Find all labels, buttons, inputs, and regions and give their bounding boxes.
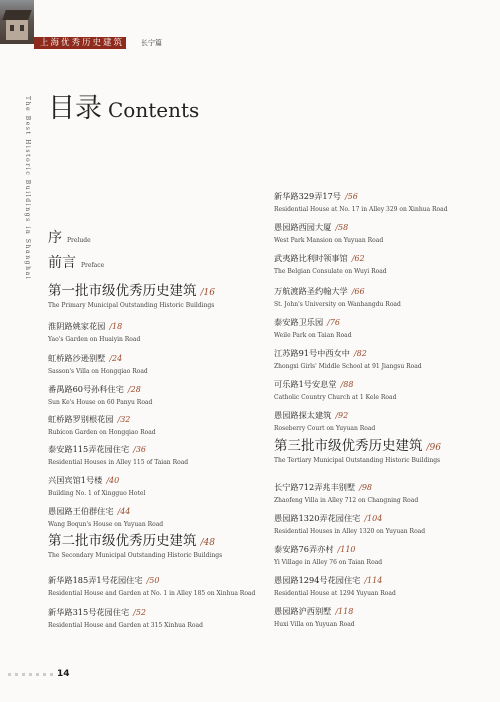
entry-title: 番禺路60号孙科住宅 xyxy=(48,384,124,394)
page-ref: /66 xyxy=(351,287,365,296)
toc-entry-prelude[interactable] xyxy=(48,227,91,247)
toc-entry[interactable] xyxy=(48,407,156,436)
toc-section-second-batch[interactable] xyxy=(48,529,222,559)
toc-entry[interactable] xyxy=(274,341,422,370)
entry-title: 江苏路91号中西女中 xyxy=(274,348,350,358)
toc-entry[interactable] xyxy=(48,377,152,406)
page-ref: /36 xyxy=(133,445,147,454)
section-subtitle: The Secondary Municipal Outstanding Historic Buildings xyxy=(48,552,223,559)
entry-subtitle: Sun Ke's House on 60 Panyu Road xyxy=(48,399,153,406)
entry-title: 武夷路比利时领事馆 xyxy=(274,253,348,263)
entry-subtitle: Catholic Country Church at 1 Kele Road xyxy=(274,394,397,401)
entry-subtitle: Residential Houses in Alley 1320 on Yuyuan Road xyxy=(274,528,426,535)
entry-title: 新华路185弄1号花园住宅 xyxy=(48,575,143,585)
entry-subtitle: Zhaofeng Villa in Alley 712 on Changning Road xyxy=(274,497,419,504)
toc-entry[interactable] xyxy=(48,568,255,597)
entry-subtitle: Wang Boqun's House on Yuyuan Road xyxy=(48,521,164,528)
toc-entry[interactable] xyxy=(274,310,352,339)
entry-title: 泰安路卫乐园 xyxy=(274,317,324,327)
vertical-series-title: The Best Historic Buildings in Shanghai xyxy=(24,96,31,281)
toc-entry[interactable] xyxy=(274,246,387,275)
section-subtitle: The Primary Municipal Outstanding Historic Buildings xyxy=(48,302,215,309)
entry-title: 泰安路76弄亦村 xyxy=(274,544,334,554)
toc-entry[interactable] xyxy=(274,403,375,432)
entry-title: 长宁路712弄兆丰别墅 xyxy=(274,482,356,492)
entry-subtitle: Preface xyxy=(81,262,105,269)
toc-section-third-batch[interactable] xyxy=(274,434,441,464)
page-ref: /40 xyxy=(106,476,120,485)
toc-entry[interactable] xyxy=(274,599,355,628)
section-title: 第二批市级优秀历史建筑 xyxy=(48,533,197,549)
entry-subtitle: The Belgian Consulate on Wuyi Road xyxy=(274,268,387,275)
page-ref: /62 xyxy=(351,254,365,263)
entry-subtitle: Yao's Garden on Huaiyin Road xyxy=(48,336,141,343)
page-title xyxy=(48,86,199,125)
entry-subtitle: Huxi Villa on Yuyuan Road xyxy=(274,621,355,628)
page-ref: /28 xyxy=(127,385,141,394)
page-ref: /118 xyxy=(335,607,354,616)
entry-subtitle: Roseberry Court on Yuyuan Road xyxy=(274,425,376,432)
page-ref: /32 xyxy=(117,415,131,424)
photo-window xyxy=(20,25,24,31)
page-ref: /96 xyxy=(426,443,441,453)
entry-title: 愚园路沪西别墅 xyxy=(274,606,332,616)
entry-title: 可乐路1号安息堂 xyxy=(274,379,337,389)
entry-title: 愚园路王伯群住宅 xyxy=(48,506,114,516)
entry-title: 愚园路探太建筑 xyxy=(274,410,332,420)
photo-window xyxy=(10,25,14,31)
entry-subtitle: Zhongxi Girls' Middle School at 91 Jiangsu Road xyxy=(274,363,422,370)
entry-title: 愚园路1320弄花园住宅 xyxy=(274,513,361,523)
title-zh: 目录 xyxy=(48,93,102,124)
toc-entry[interactable] xyxy=(274,372,396,401)
entry-title: 前言 xyxy=(48,255,76,271)
entry-subtitle: Weile Park on Taian Road xyxy=(274,332,352,339)
toc-entry[interactable] xyxy=(274,506,425,535)
page-ref: /92 xyxy=(335,411,349,420)
entry-subtitle: Prelude xyxy=(67,237,91,244)
entry-subtitle: Sasson's Villa on Hongqiao Road xyxy=(48,368,148,375)
section-title: 第三批市级优秀历史建筑 xyxy=(274,438,423,454)
page-ref: /104 xyxy=(364,514,383,523)
toc-entry-preface[interactable] xyxy=(48,252,104,272)
toc-entry[interactable] xyxy=(274,568,396,597)
footer-decoration xyxy=(8,673,54,676)
page-ref: /76 xyxy=(327,318,341,327)
entry-title: 新华路329弄17号 xyxy=(274,191,341,201)
section-title: 第一批市级优秀历史建筑 xyxy=(48,283,197,299)
entry-title: 万航渡路圣约翰大学 xyxy=(274,286,348,296)
toc-entry[interactable] xyxy=(48,468,145,497)
entry-subtitle: Residential House at 1294 Yuyuan Road xyxy=(274,590,396,597)
entry-subtitle: West Park Mansion on Yuyuan Road xyxy=(274,237,384,244)
entry-title: 新华路315号花园住宅 xyxy=(48,607,130,617)
toc-entry[interactable] xyxy=(274,537,382,566)
page-ref: /44 xyxy=(117,507,131,516)
page-ref: /82 xyxy=(353,349,367,358)
entry-subtitle: Residential House at No. 17 in Alley 329 on Xinhua Road xyxy=(274,206,448,213)
entry-subtitle: Residential Houses in Alley 115 of Taian Road xyxy=(48,459,189,466)
district-label: 长宁篇 xyxy=(141,39,162,47)
entry-subtitle: Residential House and Garden at 315 Xinhua Road xyxy=(48,622,203,629)
page-ref: /114 xyxy=(364,576,383,585)
toc-entry[interactable] xyxy=(48,600,203,629)
toc-entry[interactable] xyxy=(274,279,401,308)
entry-subtitle: Rubicon Garden on Hongqiao Road xyxy=(48,429,156,436)
title-en: Contents xyxy=(108,98,200,122)
toc-section-first-batch[interactable] xyxy=(48,279,215,309)
entry-title: 序 xyxy=(48,230,62,246)
page-ref: /58 xyxy=(335,223,349,232)
toc-entry[interactable] xyxy=(274,184,448,213)
page-ref: /52 xyxy=(133,608,147,617)
photo-roof xyxy=(2,10,32,20)
entry-title: 愚园路1294号花园住宅 xyxy=(274,575,361,585)
toc-entry[interactable] xyxy=(48,437,188,466)
entry-subtitle: St. John's University on Wanhangdu Road xyxy=(274,301,401,308)
page-ref: /16 xyxy=(200,288,215,298)
entry-title: 淮阴路姚家花园 xyxy=(48,321,106,331)
page-ref: /88 xyxy=(340,380,354,389)
toc-entry[interactable] xyxy=(48,346,148,375)
toc-entry[interactable] xyxy=(48,499,163,528)
page-ref: /24 xyxy=(109,354,123,363)
toc-entry[interactable] xyxy=(274,215,383,244)
page-number: 14 xyxy=(57,669,70,679)
header-photo xyxy=(0,0,34,44)
section-subtitle: The Tertiary Municipal Outstanding Historic Buildings xyxy=(274,457,441,464)
entry-title: 泰安路115弄花园住宅 xyxy=(48,444,130,454)
page-ref: /48 xyxy=(200,538,215,548)
toc-entry[interactable] xyxy=(48,314,140,343)
toc-entry[interactable] xyxy=(274,475,418,504)
entry-subtitle: Building No. 1 of Xingguo Hotel xyxy=(48,490,146,497)
page-ref: /110 xyxy=(337,545,356,554)
page-ref: /50 xyxy=(146,576,160,585)
entry-title: 虹桥路沙逊别墅 xyxy=(48,353,106,363)
header-banner: 上海优秀历史建筑 xyxy=(34,37,126,49)
page-ref: /98 xyxy=(359,483,373,492)
entry-title: 愚园路西园大厦 xyxy=(274,222,332,232)
page-ref: /56 xyxy=(344,192,358,201)
entry-subtitle: Yi Village in Alley 76 on Taian Road xyxy=(274,559,383,566)
page-ref: /18 xyxy=(109,322,123,331)
entry-subtitle: Residential House and Garden at No. 1 in Alley 185 on Xinhua Road xyxy=(48,590,256,597)
entry-title: 兴国宾馆1号楼 xyxy=(48,475,103,485)
entry-title: 虹桥路罗别根花园 xyxy=(48,414,114,424)
